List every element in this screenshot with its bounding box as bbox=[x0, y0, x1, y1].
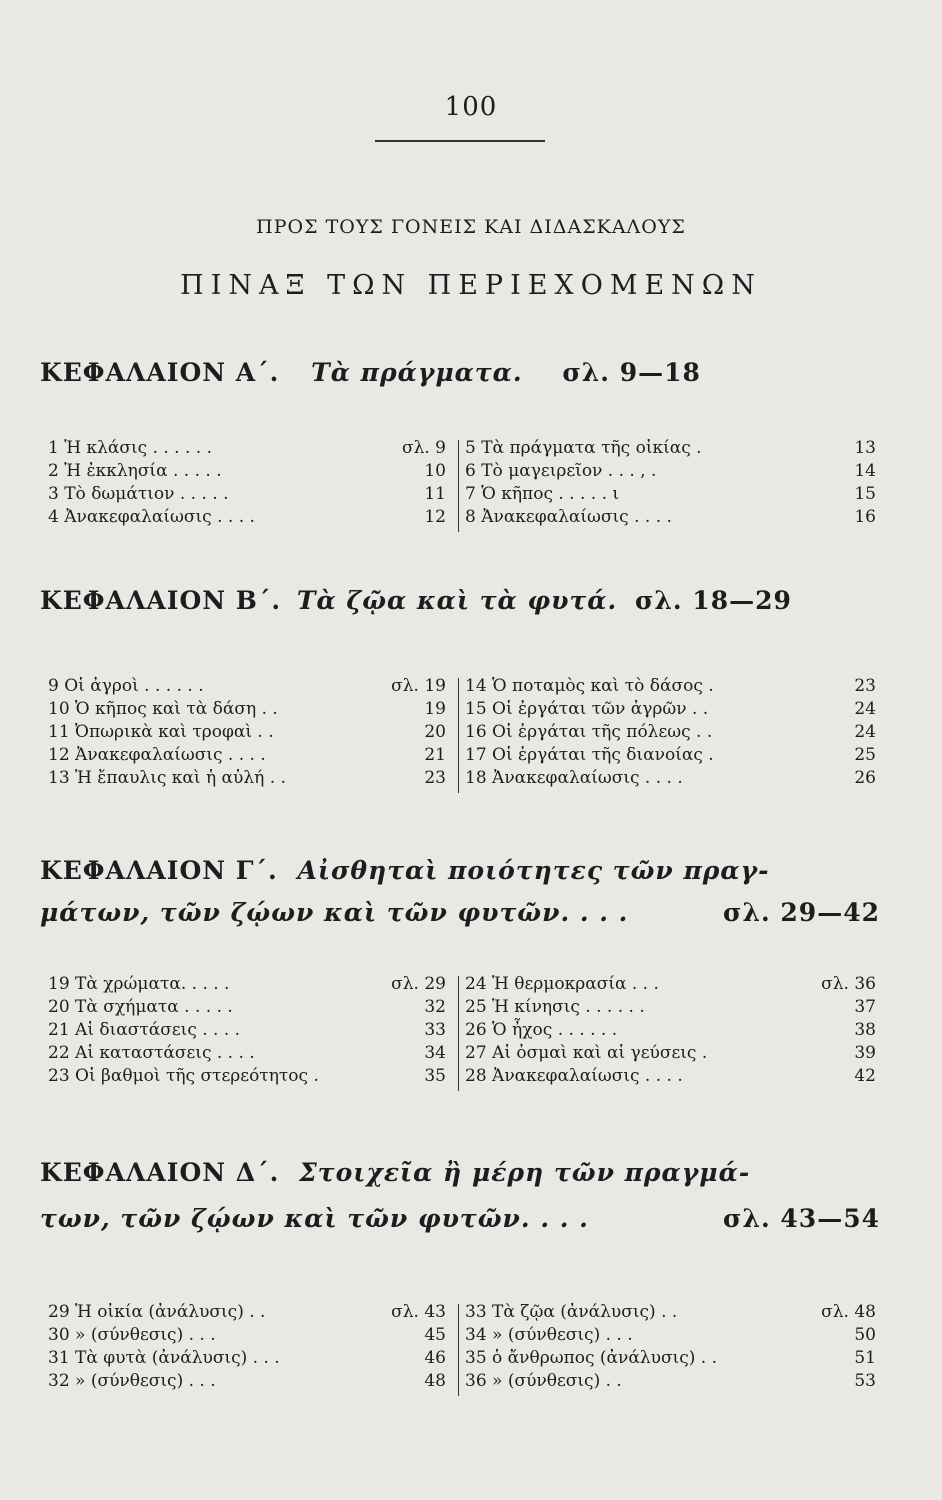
entry-title: 25 Ἡ κίνησις . . . . . . bbox=[465, 997, 645, 1017]
entry-page: 11 bbox=[424, 484, 446, 504]
entry-page: σλ. 48 bbox=[821, 1302, 876, 1322]
chapter-3-title-continued bbox=[40, 898, 880, 927]
chapter-4-entries bbox=[40, 1302, 880, 1394]
entry-page: 35 bbox=[424, 1066, 446, 1086]
entry-title: 31 Τὰ φυτὰ (ἀνάλυσις) . . . bbox=[48, 1348, 280, 1368]
chapter-4-pages: σλ. 43—54 bbox=[723, 1204, 880, 1233]
entry-page: 19 bbox=[424, 699, 446, 719]
chapter-1-entries bbox=[40, 438, 880, 530]
entry-page: 46 bbox=[424, 1348, 446, 1368]
chapter-4-title-continued bbox=[40, 1204, 880, 1233]
chapter-1-pages: σλ. 9—18 bbox=[562, 358, 701, 387]
entry-page: σλ. 29 bbox=[391, 974, 446, 994]
table-row bbox=[40, 507, 880, 530]
table-row bbox=[40, 1302, 880, 1325]
entry-page: 15 bbox=[854, 484, 876, 504]
entry-title: 6 Τὸ μαγειρεῖον . . . , . bbox=[465, 461, 657, 481]
entry-title: 36 » (σύνθεσις) . . bbox=[465, 1371, 622, 1391]
entry-title: 18 Ἀνακεφαλαίωσις . . . . bbox=[465, 768, 683, 788]
table-row bbox=[40, 1348, 880, 1371]
chapter-2-pages: σλ. 18—29 bbox=[634, 586, 792, 615]
entry-title: 35 ὁ ἄνθρωπος (ἀνάλυσις) . . bbox=[465, 1348, 717, 1368]
chapter-2-number: ΚΕΦΑΛΑΙΟΝ Β΄. bbox=[40, 586, 282, 615]
entry-title: 9 Οἱ ἀγροὶ . . . . . . bbox=[48, 676, 204, 696]
entry-title: 26 Ὁ ἦχος . . . . . . bbox=[465, 1020, 618, 1040]
entry-title: 14 Ὁ ποταμὸς καὶ τὸ δάσος . bbox=[465, 676, 714, 696]
chapter-3-title-cont: μάτων, τῶν ζῴων καὶ τῶν φυτῶν. . . . bbox=[40, 898, 629, 927]
entry-page: 23 bbox=[424, 768, 446, 788]
chapter-4-title-cont: των, τῶν ζῴων καὶ τῶν φυτῶν. . . . bbox=[40, 1204, 589, 1233]
entry-page: 32 bbox=[424, 997, 446, 1017]
header-rule bbox=[375, 140, 545, 142]
chapter-1-title: Τὰ πράγματα. bbox=[311, 358, 523, 387]
entry-title: 17 Οἱ ἐργάται τῆς διανοίας . bbox=[465, 745, 714, 765]
entry-page: 34 bbox=[424, 1043, 446, 1063]
entry-page: 25 bbox=[854, 745, 876, 765]
chapter-2-title: Τὰ ζῷα καὶ τὰ φυτά. bbox=[296, 586, 618, 615]
toc-title: ΠΙΝΑΞ ΤΩΝ ΠΕΡΙΕΧΟΜΕΝΩΝ bbox=[180, 270, 762, 301]
chapter-4-heading bbox=[40, 1158, 880, 1187]
entry-title: 10 Ὁ κῆπος καὶ τὰ δάση . . bbox=[48, 699, 278, 719]
chapter-4-number: ΚΕΦΑΛΑΙΟΝ Δ΄. bbox=[40, 1158, 280, 1187]
table-row bbox=[40, 484, 880, 507]
entry-title: 13 Ἡ ἔπαυλις καὶ ἡ αὐλή . . bbox=[48, 768, 286, 788]
chapter-3-pages: σλ. 29—42 bbox=[723, 898, 880, 927]
table-row bbox=[40, 699, 880, 722]
table-row bbox=[40, 768, 880, 791]
entry-title: 1 Ἡ κλάσις . . . . . . bbox=[48, 438, 213, 458]
entry-title: 28 Ἀνακεφαλαίωσις . . . . bbox=[465, 1066, 683, 1086]
entry-page: σλ. 36 bbox=[821, 974, 876, 994]
entry-title: 11 Ὀπωρικὰ καὶ τροφαὶ . . bbox=[48, 722, 274, 742]
table-row bbox=[40, 1020, 880, 1043]
entry-title: 21 Αἱ διαστάσεις . . . . bbox=[48, 1020, 241, 1040]
chapter-3-entries bbox=[40, 974, 880, 1089]
chapter-2-entries bbox=[40, 676, 880, 791]
table-row bbox=[40, 997, 880, 1020]
chapter-4-title: Στοιχεῖα ἢ μέρη τῶν πραγμά- bbox=[299, 1158, 751, 1187]
table-row bbox=[40, 1043, 880, 1066]
table-row bbox=[40, 745, 880, 768]
table-row bbox=[40, 461, 880, 484]
entry-page: σλ. 9 bbox=[401, 438, 446, 458]
entry-page: 50 bbox=[854, 1325, 876, 1345]
entry-page: 38 bbox=[854, 1020, 876, 1040]
entry-page: 12 bbox=[424, 507, 446, 527]
entry-title: 33 Τὰ ζῷα (ἀνάλυσις) . . bbox=[465, 1302, 678, 1322]
entry-title: 34 » (σύνθεσις) . . . bbox=[465, 1325, 633, 1345]
entry-page: 39 bbox=[854, 1043, 876, 1063]
entry-title: 2 Ἡ ἐκκλησία . . . . . bbox=[48, 461, 222, 481]
chapter-3-title: Αἰσθηταὶ ποιότητες τῶν πραγ- bbox=[297, 856, 770, 885]
page-number: 100 bbox=[444, 92, 498, 122]
entry-title: 32 » (σύνθεσις) . . . bbox=[48, 1371, 216, 1391]
entry-title: 27 Αἱ ὀσμαὶ καὶ αἱ γεύσεις . bbox=[465, 1043, 708, 1063]
entry-title: 22 Αἱ καταστάσεις . . . . bbox=[48, 1043, 255, 1063]
entry-page: σλ. 19 bbox=[391, 676, 446, 696]
chapter-1-heading bbox=[40, 358, 880, 387]
entry-page: 24 bbox=[854, 722, 876, 742]
entry-page: 33 bbox=[424, 1020, 446, 1040]
entry-page: 48 bbox=[424, 1371, 446, 1391]
table-row bbox=[40, 438, 880, 461]
entry-title: 12 Ἀνακεφαλαίωσις . . . . bbox=[48, 745, 266, 765]
table-row bbox=[40, 1066, 880, 1089]
entry-page: 53 bbox=[854, 1371, 876, 1391]
entry-title: 16 Οἱ ἐργάται τῆς πόλεως . . bbox=[465, 722, 713, 742]
entry-page: 37 bbox=[854, 997, 876, 1017]
table-row bbox=[40, 1371, 880, 1394]
entry-page: 42 bbox=[854, 1066, 876, 1086]
entry-page: 10 bbox=[424, 461, 446, 481]
chapter-3-number: ΚΕΦΑΛΑΙΟΝ Γ΄. bbox=[40, 856, 278, 885]
entry-title: 8 Ἀνακεφαλαίωσις . . . . bbox=[465, 507, 672, 527]
table-row bbox=[40, 1325, 880, 1348]
entry-title: 23 Οἱ βαθμοὶ τῆς στερεότητος . bbox=[48, 1066, 319, 1086]
entry-page: 21 bbox=[424, 745, 446, 765]
dedication-heading: ΠΡΟΣ ΤΟΥΣ ΓΟΝΕΙΣ ΚΑΙ ΔΙΔΑΣΚΑΛΟΥΣ bbox=[256, 216, 686, 238]
entry-page: 45 bbox=[424, 1325, 446, 1345]
entry-page: 23 bbox=[854, 676, 876, 696]
entry-title: 4 Ἀνακεφαλαίωσις . . . . bbox=[48, 507, 255, 527]
entry-page: 24 bbox=[854, 699, 876, 719]
entry-title: 30 » (σύνθεσις) . . . bbox=[48, 1325, 216, 1345]
entry-page: 26 bbox=[854, 768, 876, 788]
entry-title: 19 Τὰ χρώματα. . . . . bbox=[48, 974, 230, 994]
entry-page: 13 bbox=[854, 438, 876, 458]
entry-title: 29 Ἡ οἰκία (ἀνάλυσις) . . bbox=[48, 1302, 266, 1322]
entry-page: 20 bbox=[424, 722, 446, 742]
entry-title: 15 Οἱ ἐργάται τῶν ἀγρῶν . . bbox=[465, 699, 709, 719]
table-row bbox=[40, 676, 880, 699]
entry-page: 14 bbox=[854, 461, 876, 481]
table-row bbox=[40, 974, 880, 997]
entry-title: 3 Τὸ δωμάτιον . . . . . bbox=[48, 484, 229, 504]
entry-title: 7 Ὁ κῆπος . . . . . ι bbox=[465, 484, 620, 504]
chapter-2-heading bbox=[40, 586, 880, 615]
entry-title: 20 Τὰ σχήματα . . . . . bbox=[48, 997, 233, 1017]
chapter-1-number: ΚΕΦΑΛΑΙΟΝ Α΄. bbox=[40, 358, 280, 387]
entry-title: 5 Τὰ πράγματα τῆς οἰκίας . bbox=[465, 438, 702, 458]
entry-title: 24 Ἡ θερμοκρασία . . . bbox=[465, 974, 659, 994]
entry-page: 16 bbox=[854, 507, 876, 527]
entry-page: 51 bbox=[854, 1348, 876, 1368]
table-row bbox=[40, 722, 880, 745]
entry-page: σλ. 43 bbox=[391, 1302, 446, 1322]
chapter-3-heading bbox=[40, 856, 880, 885]
